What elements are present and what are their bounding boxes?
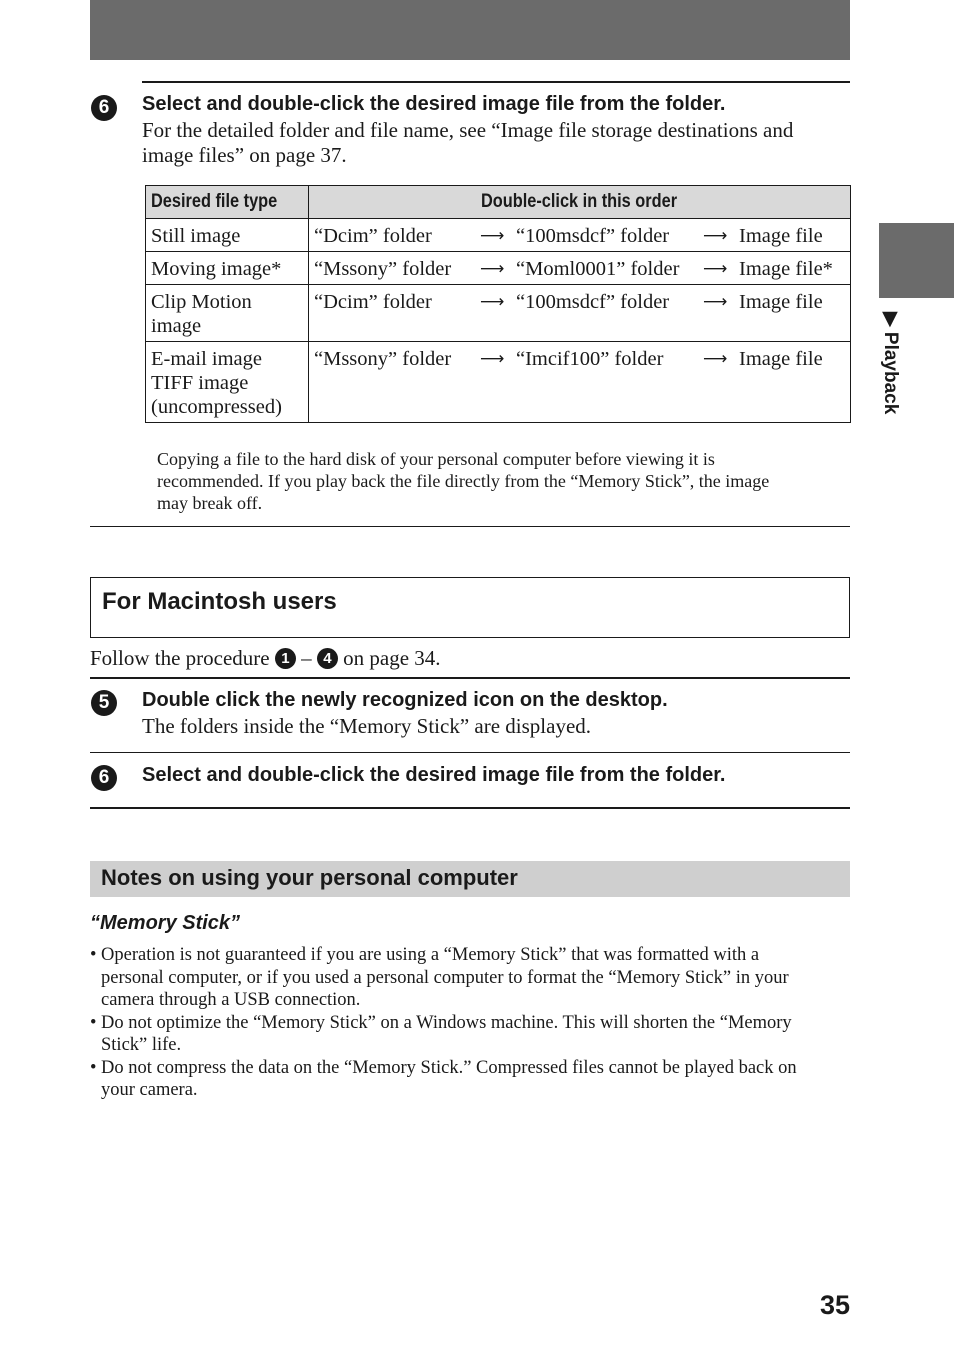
file-type-line: (uncompressed) xyxy=(151,396,282,418)
arrow-icon: ⟶ xyxy=(480,259,505,279)
file-type-table xyxy=(145,185,851,423)
header-bar xyxy=(90,0,850,60)
list-item-line: • Do not optimize the “Memory Stick” on a Windows machine. This will shorten the “Memory xyxy=(101,1012,792,1033)
list-item-line: your camera. xyxy=(101,1080,198,1100)
step-6-title: Select and double-click the desired image file from the folder. xyxy=(142,93,726,115)
file-type-cell xyxy=(146,342,309,423)
step-1-ref-badge: 1 xyxy=(275,648,296,669)
list-item-line: personal computer, or if you used a personal computer to format the “Memory Stick” in your xyxy=(101,967,789,988)
first-folder: “Mssony” folder xyxy=(314,348,452,370)
page-number: 35 xyxy=(819,1290,850,1320)
folder-group xyxy=(314,290,516,314)
folder-group xyxy=(314,224,516,248)
order-cell xyxy=(309,342,851,423)
table-row xyxy=(146,252,851,285)
step-4-ref-badge: 4 xyxy=(317,648,338,669)
order-sequence xyxy=(314,347,845,371)
top-rule xyxy=(142,81,850,83)
folder-group xyxy=(516,257,739,281)
step-6-desc-line: image files” on page 37. xyxy=(142,143,347,167)
file-type-line: image xyxy=(151,315,202,337)
file-type-cell xyxy=(146,252,309,285)
playback-side-label xyxy=(878,312,904,442)
file-type-line: Moving image* xyxy=(151,258,282,280)
step-6-badge: 6 xyxy=(91,95,117,121)
file-type-cell xyxy=(146,285,309,342)
order-sequence xyxy=(314,290,845,314)
list-item-line: • Do not compress the data on the “Memory Stick.” Compressed files cannot be played back on xyxy=(101,1057,797,1078)
header-text: Desired file type xyxy=(151,191,278,212)
target-file: Image file xyxy=(739,348,823,370)
table-header-row xyxy=(146,186,851,219)
second-folder: “Moml0001” folder xyxy=(516,258,680,280)
arrow-icon: ⟶ xyxy=(480,292,505,312)
order-sequence xyxy=(314,224,845,248)
order-sequence xyxy=(314,257,845,281)
memory-stick-heading: “Memory Stick” xyxy=(90,912,241,934)
list-item-line: Stick” life. xyxy=(101,1035,182,1055)
step-6-desc-line: For the detailed folder and file name, see “Image file storage destinations and xyxy=(142,118,794,142)
copy-note-line: Copying a file to the hard disk of your personal computer before viewing it is xyxy=(157,449,715,469)
first-folder: “Mssony” folder xyxy=(314,258,452,280)
step-rule xyxy=(90,807,850,809)
copy-note-line: may break off. xyxy=(157,493,263,513)
list-item xyxy=(90,1012,850,1057)
second-folder: “100msdcf” folder xyxy=(516,225,670,247)
file-type-line: Clip Motion xyxy=(151,291,252,313)
mac-step-6-badge: 6 xyxy=(91,765,117,791)
follow-dash: – xyxy=(301,646,312,670)
mac-section-title: For Macintosh users xyxy=(102,588,337,615)
step-rule xyxy=(90,677,850,679)
mac-step-5-badge: 5 xyxy=(91,690,117,716)
list-item-line: camera through a USB connection. xyxy=(101,990,361,1010)
folder-group xyxy=(516,290,739,314)
arrow-icon: ⟶ xyxy=(703,292,728,312)
table-row xyxy=(146,342,851,423)
playback-side-label-text: ▶ Playback xyxy=(880,312,901,415)
second-folder: “Imcif100” folder xyxy=(516,348,664,370)
mac-step-6-title: Select and double-click the desired image file from the folder. xyxy=(142,764,726,786)
follow-prefix: Follow the procedure xyxy=(90,646,270,670)
chapter-side-tab xyxy=(879,223,954,298)
notes-section-band xyxy=(90,861,850,897)
first-folder: “Dcim” folder xyxy=(314,225,432,247)
folder-group xyxy=(516,224,739,248)
notes-section-title: Notes on using your personal computer xyxy=(101,865,518,890)
file-type-cell xyxy=(146,219,309,252)
order-cell xyxy=(309,285,851,342)
folder-group xyxy=(314,257,516,281)
follow-suffix: on page 34. xyxy=(343,646,441,670)
mac-section-box xyxy=(90,577,850,638)
table-row xyxy=(146,219,851,252)
list-item-line: • Operation is not guaranteed if you are using a “Memory Stick” that was formatted with a xyxy=(101,945,760,965)
section-rule xyxy=(90,526,850,527)
copy-note xyxy=(157,448,847,514)
file-type-line: TIFF image xyxy=(151,372,249,394)
copy-note-line: recommended. If you play back the file directly from the “Memory Stick”, the image xyxy=(157,471,770,491)
list-item xyxy=(90,944,850,1012)
step-6-description xyxy=(142,118,847,168)
mac-step-5-description: The folders inside the “Memory Stick” are displayed. xyxy=(142,714,592,738)
mac-step-5-title: Double click the newly recognized icon on the desktop. xyxy=(142,689,668,711)
arrow-icon: ⟶ xyxy=(480,226,505,246)
notes-bullet-list xyxy=(90,944,850,1102)
target-file: Image file xyxy=(739,291,823,313)
header-text: Double-click in this order xyxy=(481,191,678,212)
first-folder: “Dcim” folder xyxy=(314,291,432,313)
header-desired-file-type xyxy=(146,186,309,219)
file-type-line: Still image xyxy=(151,225,241,247)
table-row xyxy=(146,285,851,342)
arrow-icon: ⟶ xyxy=(703,226,728,246)
list-item xyxy=(90,1057,850,1102)
order-cell xyxy=(309,219,851,252)
header-double-click-order xyxy=(309,186,851,219)
arrow-icon: ⟶ xyxy=(703,349,728,369)
step-rule xyxy=(90,752,850,753)
folder-group xyxy=(314,347,516,371)
arrow-icon: ⟶ xyxy=(480,349,505,369)
file-type-line: E-mail image xyxy=(151,348,262,370)
arrow-icon: ⟶ xyxy=(703,259,728,279)
second-folder: “100msdcf” folder xyxy=(516,291,670,313)
target-file: Image file* xyxy=(739,258,833,280)
follow-procedure-text xyxy=(90,646,441,671)
order-cell xyxy=(309,252,851,285)
target-file: Image file xyxy=(739,225,823,247)
folder-group xyxy=(516,347,739,371)
